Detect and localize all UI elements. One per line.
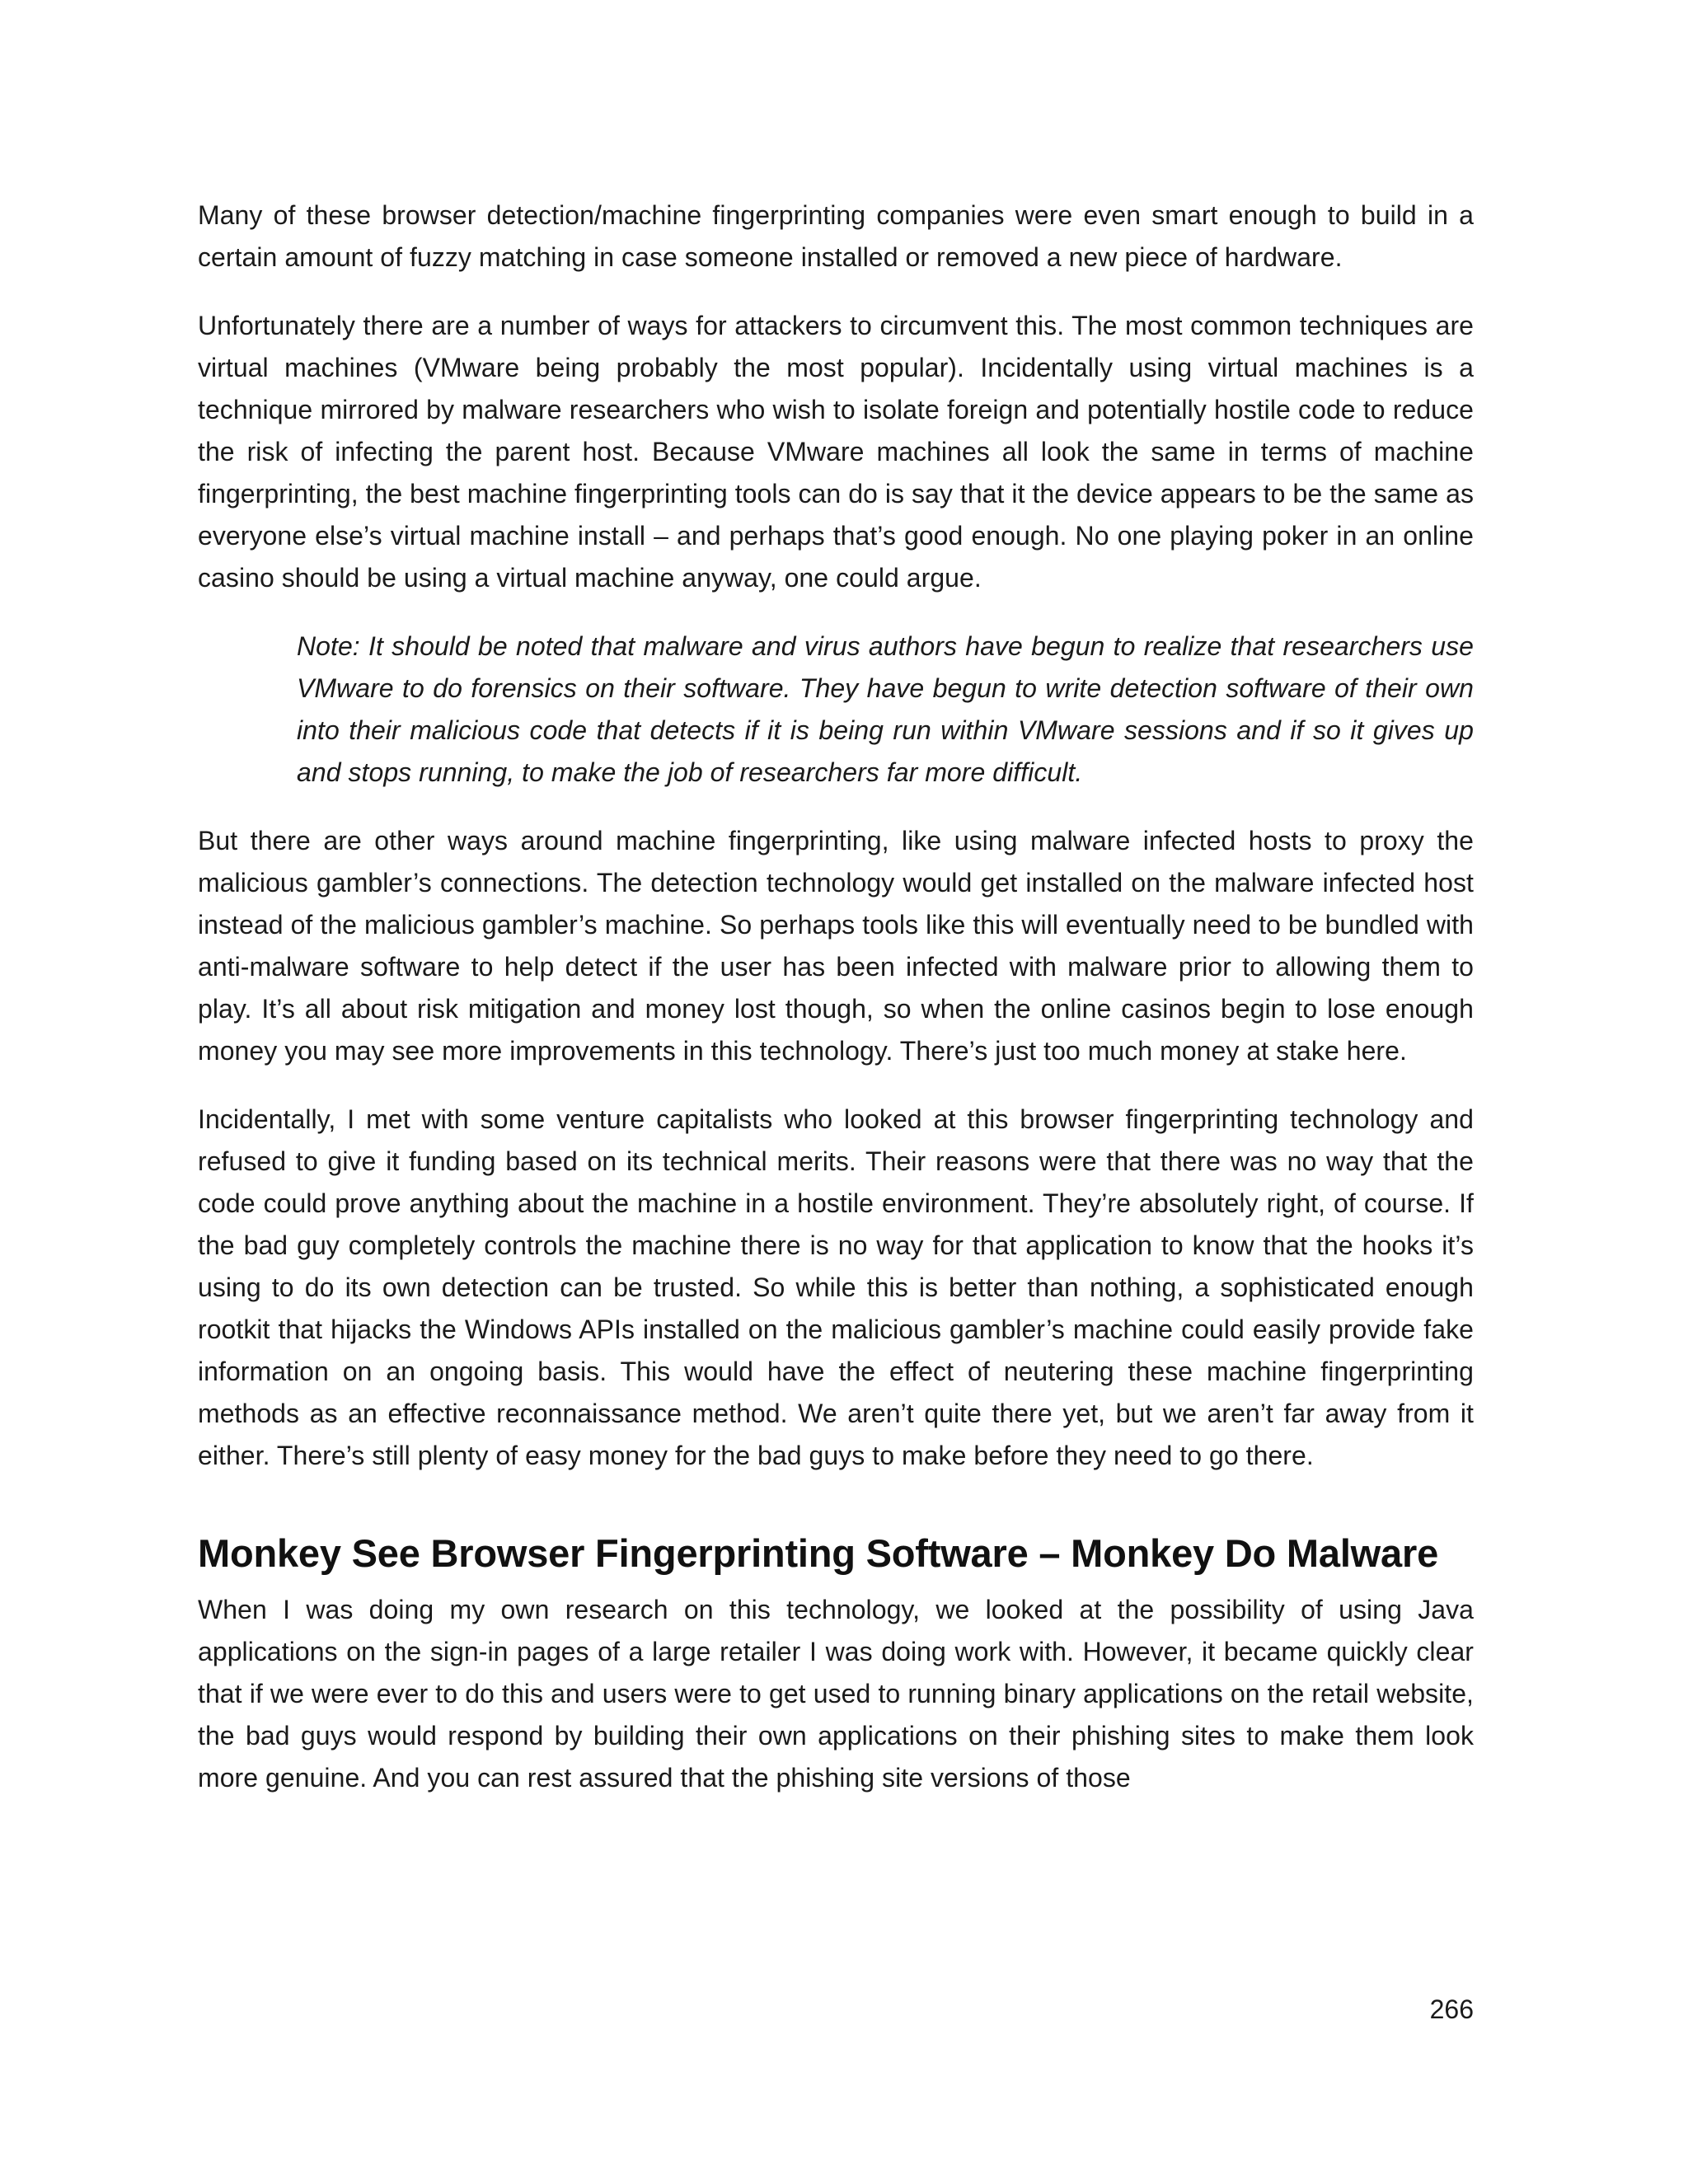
paragraph-virtual-machines: Unfortunately there are a number of ways for attackers to circumvent this. The most common techniques are virtual machines (VMware being probably the most popular). Incidentally using virtual machines is a technique mirrored by malware researchers who wish to isolate foreign and potentially hostile code to reduce the risk of infecting the parent host. Because VMware machines all look the same in terms of machine fingerprinting, the best machine fingerprinting tools can do is say that it the device appears to be the same as everyone else’s virtual machine install – and perhaps that’s good enough. No one playing poker in an online casino should be using a virtual machine anyway, one could argue. [198, 311, 1474, 593]
page-number: 266 [1429, 1994, 1474, 2024]
note-vmware-detection: Note: It should be noted that malware and virus authors have begun to realize that researchers use VMware to do forensics on their software. They have begun to write detection software of their own into their malicious code that detects if it is being run within VMware sessions and if so it gives up and stops running, to make the job of researchers far more difficult. [297, 631, 1474, 787]
paragraph-venture-capitalists: Incidentally, I met with some venture capitalists who looked at this browser fingerprinting technology and refused to give it funding based on its technical merits. Their reasons were that there was no way that the code could prove anything about the machine in a hostile environment. They’re absolutely right, of course. If the bad guy completely controls the machine there is no way for that application to know that the hooks it’s using to do its own detection can be trusted. So while this is better than nothing, a sophisticated enough rootkit that hijacks the Windows APIs installed on the malicious gambler’s machine could easily provide fake information on an ongoing basis. This would have the effect of neutering these machine fingerprinting methods as an effective reconnaissance method. We aren’t quite there yet, but we aren’t far away from it either. There’s still plenty of easy money for the bad guys to make before they need to go there. [198, 1104, 1474, 1470]
page-body [198, 194, 1474, 1825]
paragraph-java-applications: When I was doing my own research on this technology, we looked at the possibility of using Java applications on the sign-in pages of a large retailer I was doing work with. However, it became quickly clear that if we were ever to do this and users were to get used to running binary applications on the retail website, the bad guys would respond by building their own applications on their phishing sites to make them look more genuine. And you can rest assured that the phishing site versions of those [198, 1595, 1474, 1793]
paragraph-fuzzy-matching: Many of these browser detection/machine fingerprinting companies were even smart enough to build in a certain amount of fuzzy matching in case someone installed or removed a new piece of hardware. [198, 200, 1474, 272]
paragraph-malware-proxy: But there are other ways around machine fingerprinting, like using malware infected hosts to proxy the malicious gambler’s connections. The detection technology would get installed on the malware infected host instead of the malicious gambler’s machine. So perhaps tools like this will eventually need to be bundled with anti-malware software to help detect if the user has been infected with malware prior to allowing them to play. It’s all about risk mitigation and money lost though, so when the online casinos begin to lose enough money you may see more improvements in this technology. There’s just too much money at stake here. [198, 826, 1474, 1066]
section-heading: Monkey See Browser Fingerprinting Software – Monkey Do Malware [198, 1531, 1439, 1575]
